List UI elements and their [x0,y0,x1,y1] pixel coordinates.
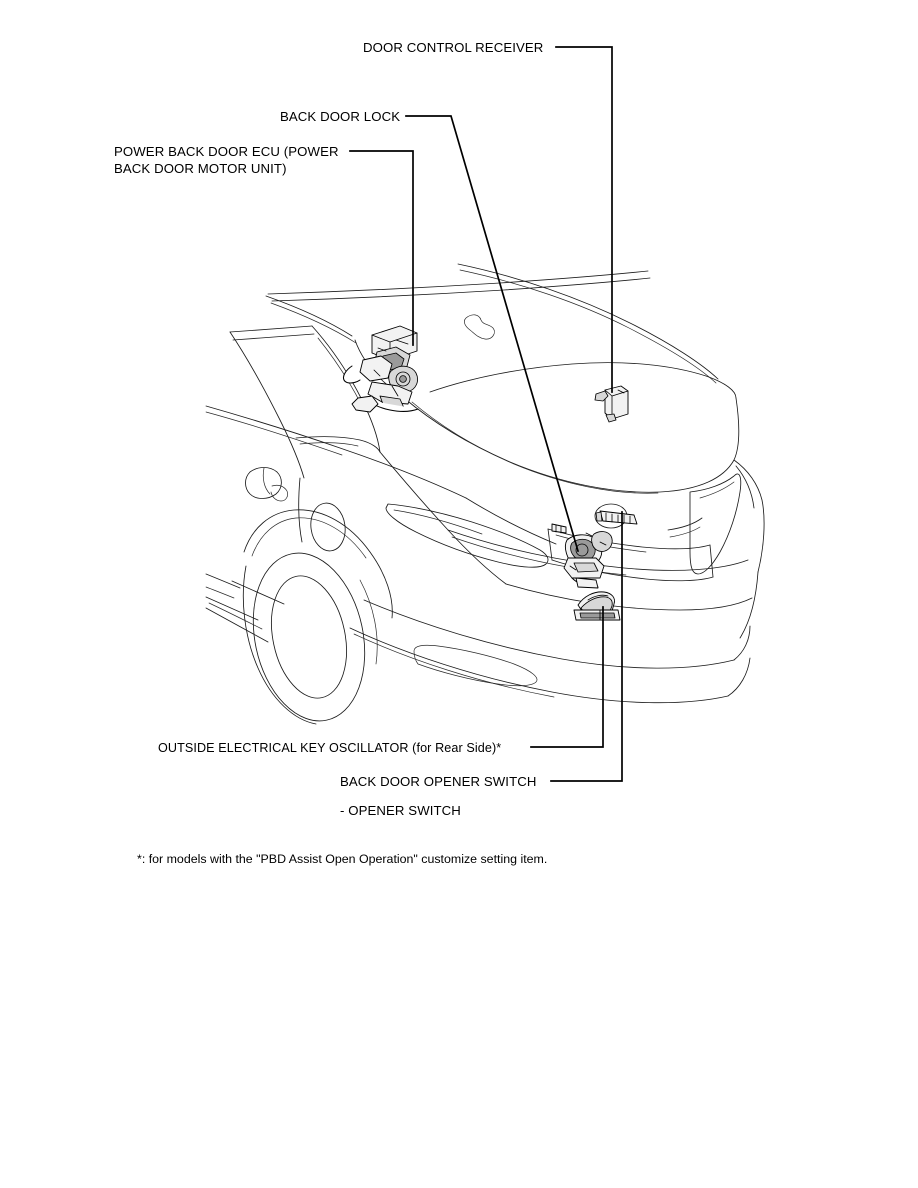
backlight-outline [404,398,739,493]
right-tail-lamp [668,474,741,574]
rear-bumper [350,572,758,703]
rear-wheel [239,510,393,732]
lock-connector-tab [552,524,566,533]
leader-door-control-receiver [556,47,612,392]
callout-label-outside-electrical-key-oscillator: OUTSIDE ELECTRICAL KEY OSCILLATOR (for Rear Side)* [158,741,502,755]
back-door-handle [574,592,620,620]
side-door-handle [246,468,288,502]
callout-label-power-back-door-ecu-line2: BACK DOOR MOTOR UNIT) [114,161,287,176]
roof-spoiler [266,271,650,343]
glass-marking [464,315,494,339]
body-side-shoulder [206,406,466,498]
callout-label-back-door-opener-switch: BACK DOOR OPENER SWITCH [340,774,537,789]
back-door-lock-assembly [564,532,612,588]
body-side-details [299,478,348,553]
callout-label-door-control-receiver: DOOR CONTROL RECEIVER [363,40,544,55]
leader-lines [350,47,622,781]
callout-label-power-back-door-ecu-line1: POWER BACK DOOR ECU (POWER [114,144,339,159]
callout-label-back-door-lock: BACK DOOR LOCK [280,109,401,124]
opener-switch-connector [596,511,637,524]
power-back-door-motor-unit [343,326,418,412]
vehicle-illustration [206,264,764,731]
callout-labels [114,40,543,818]
footnote-pbd-assist: *: for models with the "PBD Assist Open Operation" customize setting item. [137,852,548,866]
callout-label-opener-switch-sub: - OPENER SWITCH [340,803,461,818]
leader-outside-electrical-key-oscillator [531,607,603,747]
leader-back-door-lock [406,116,578,551]
forward-body-edge [206,574,240,598]
leader-power-back-door-ecu [350,151,413,345]
